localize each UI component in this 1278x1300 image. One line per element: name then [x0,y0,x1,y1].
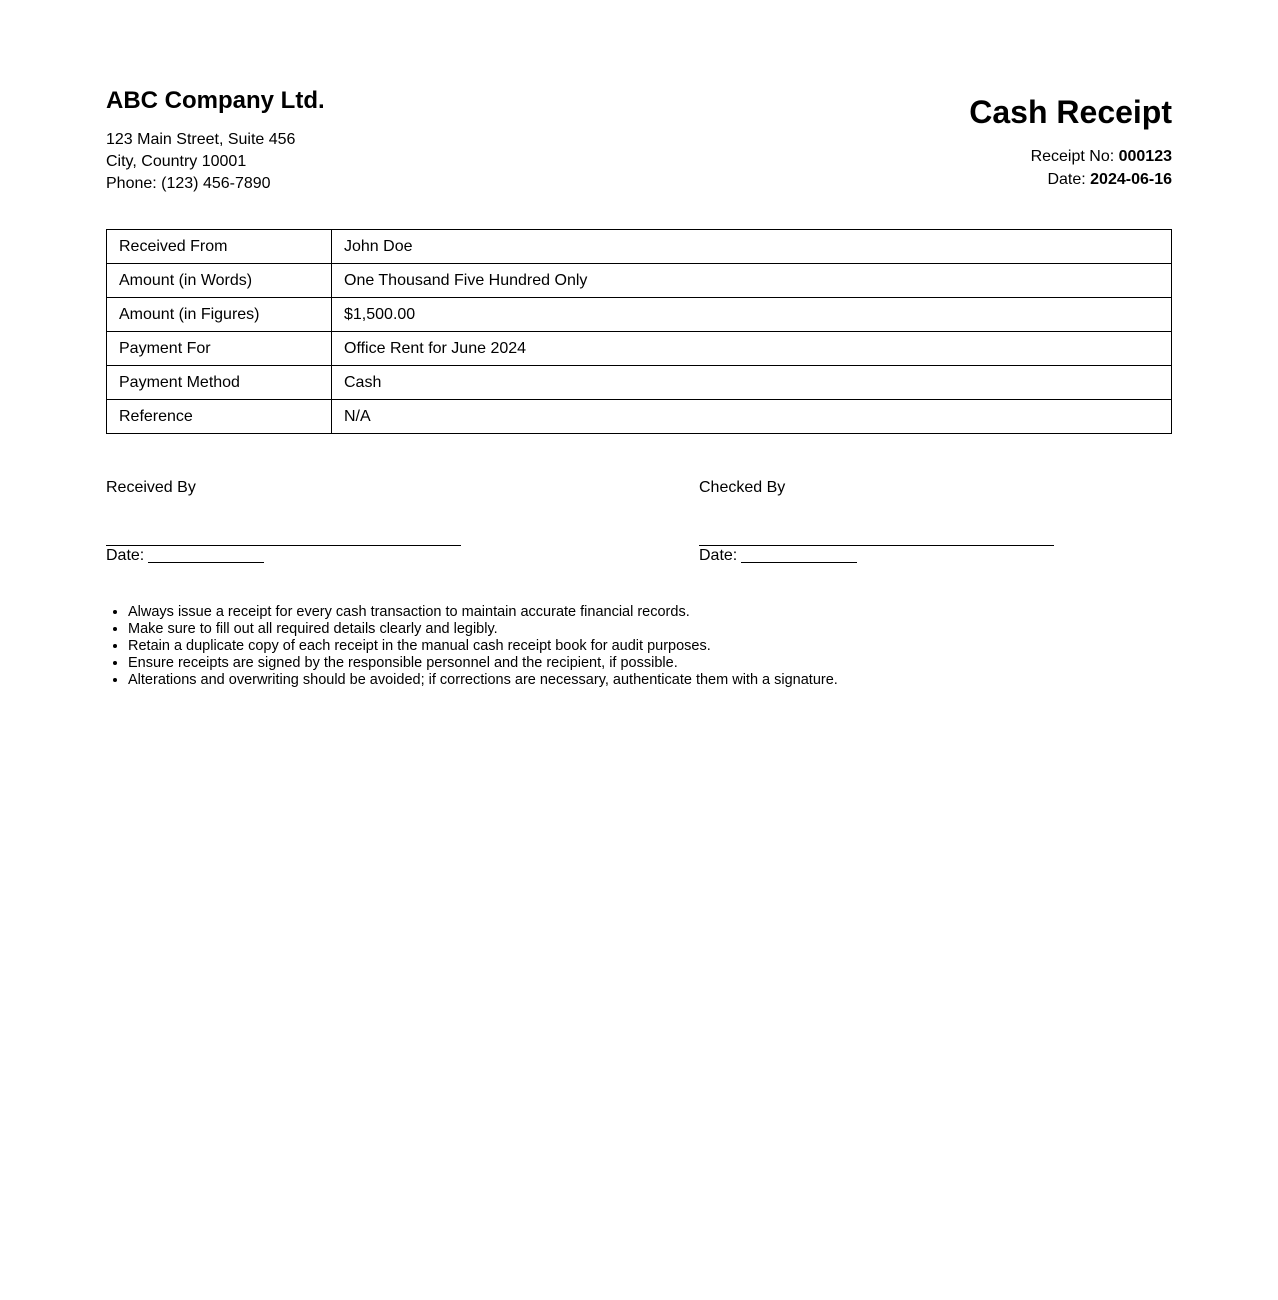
detail-value: N/A [332,400,1172,434]
company-address-line1: 123 Main Street, Suite 456 [106,131,296,148]
detail-label: Payment For [107,332,332,366]
table-row [107,264,1172,298]
receipt-notes [106,604,1172,689]
received-by-date-blank [148,546,264,563]
signature-section [106,478,1172,578]
list-item: • Make sure to fill out all required details clearly and legibly. [128,621,1172,638]
table-row [107,230,1172,264]
detail-value: One Thousand Five Hundred Only [332,264,1172,298]
detail-value: $1,500.00 [332,298,1172,332]
receipt-date: 2024-06-16 [1090,171,1172,188]
detail-label: Received From [107,230,332,264]
receipt-meta [1031,145,1172,191]
received-by-label: Received By [106,479,196,496]
table-row [107,400,1172,434]
checked-by-date-label: Date: [699,547,738,564]
receipt-page [106,0,1172,688]
checked-by-date [699,546,857,566]
list-item: • Always issue a receipt for every cash transaction to maintain accurate financial records. [128,604,1172,621]
receipt-title: Cash Receipt [969,94,1172,130]
receipt-number: 000123 [1118,148,1172,165]
table-row [107,366,1172,400]
receipt-number-row [1031,145,1172,168]
detail-value: Office Rent for June 2024 [332,332,1172,366]
received-by-date-label: Date: [106,547,145,564]
checked-by-block [699,478,1055,564]
list-item: • Ensure receipts are signed by the responsible personnel and the recipient, if possible. [128,655,1172,672]
company-address-line2: City, Country 10001 [106,153,247,170]
detail-label: Amount (in Words) [107,264,332,298]
checked-by-date-blank [741,546,857,563]
table-row [107,332,1172,366]
receipt-date-row [1031,168,1172,191]
receipt-date-label: Date: [1047,171,1086,188]
company-phone: Phone: (123) 456-7890 [106,175,271,192]
detail-label: Amount (in Figures) [107,298,332,332]
receipt-details-table [106,229,1172,434]
received-by-block [106,478,462,564]
list-item: • Alterations and overwriting should be avoided; if corrections are necessary, authenticate them with a signature. [128,672,1172,689]
checked-by-label: Checked By [699,479,786,496]
detail-label: Reference [107,400,332,434]
list-item: • Retain a duplicate copy of each receipt in the manual cash receipt book for audit purposes. [128,638,1172,655]
company-name: ABC Company Ltd. [106,87,325,114]
receipt-number-label: Receipt No: [1030,148,1115,165]
received-by-date [106,546,264,566]
company-address [106,129,295,195]
receipt-header [106,0,1172,229]
detail-value: Cash [332,366,1172,400]
detail-label: Payment Method [107,366,332,400]
table-row [107,298,1172,332]
detail-value: John Doe [332,230,1172,264]
